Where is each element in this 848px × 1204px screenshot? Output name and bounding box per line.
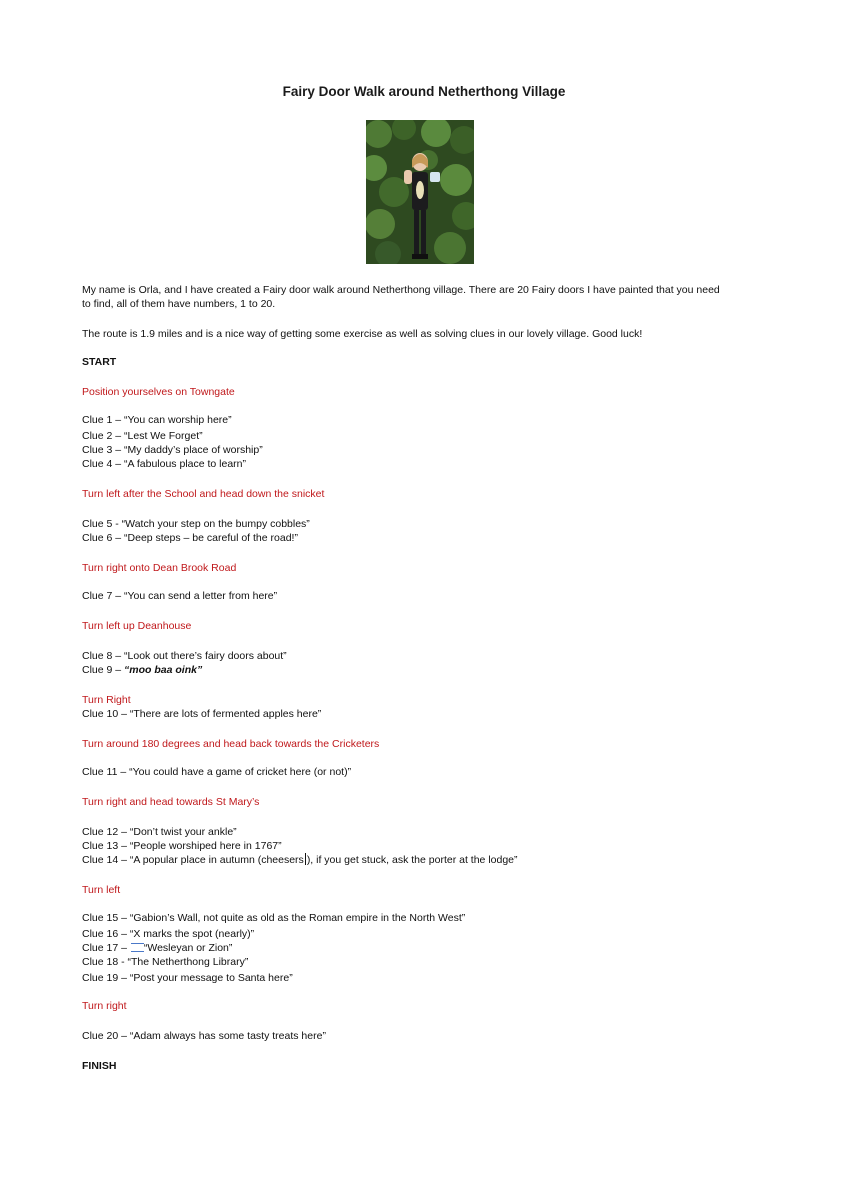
direction-8: Turn left [82,884,121,896]
clue-4: Clue 4 – “A fabulous place to learn” [82,458,247,470]
direction-4: Turn left up Deanhouse [82,620,192,632]
direction-5: Turn Right [82,694,131,706]
direction-9: Turn right [82,1000,127,1012]
clue-10: Clue 10 – “There are lots of fermented apples here” [82,708,322,720]
direction-3: Turn right onto Dean Brook Road [82,562,237,574]
clue-1: Clue 1 – “You can worship here” [82,414,232,426]
clue-13: Clue 13 – “People worshiped here in 1767” [82,840,282,852]
text-cursor [305,853,306,865]
clue-20: Clue 20 – “Adam always has some tasty treats here” [82,1030,326,1042]
start-label: START [82,356,117,368]
direction-1: Position yourselves on Towngate [82,386,235,398]
clue-18: Clue 18 - “The Netherthong Library” [82,956,249,968]
clue-5: Clue 5 - “Watch your step on the bumpy cobbles” [82,518,310,530]
direction-2: Turn left after the School and head down the snicket [82,488,325,500]
clue-2: Clue 2 – “Lest We Forget” [82,430,203,442]
clue-9: Clue 9 – “moo baa oink” [82,664,203,676]
clue-11: Clue 11 – “You could have a game of cricket here (or not)” [82,766,352,778]
clue-7: Clue 7 – “You can send a letter from here” [82,590,278,602]
clue-19: Clue 19 – “Post your message to Santa here” [82,972,293,984]
clue-12: Clue 12 – “Don’t twist your ankle” [82,826,237,838]
clue-15: Clue 15 – “Gabion’s Wall, not quite as old as the Roman empire in the North West” [82,912,466,924]
intro-paragraph: My name is Orla, and I have created a Fairy door walk around Netherthong village. There are 20 Fairy doors I have painted that you need to find, all of them have numbers, 1 to 20. [82,284,720,310]
double-underline-icon [131,943,144,952]
girl-photo [366,120,474,264]
clue-17: Clue 17 – “Wesleyan or Zion” [82,942,233,954]
clue-14: Clue 14 – “A popular place in autumn (cheesers ), if you get stuck, ask the porter at the lodge” [82,854,518,866]
clue-6: Clue 6 – “Deep steps – be careful of the road!” [82,532,298,544]
clue-3: Clue 3 – “My daddy’s place of worship” [82,444,263,456]
finish-label: FINISH [82,1060,117,1072]
route-info: The route is 1.9 miles and is a nice way of getting some exercise as well as solving clues in our lovely village. Good luck! [82,328,643,340]
direction-7: Turn right and head towards St Mary’s [82,796,260,808]
clue-16: Clue 16 – “X marks the spot (nearly)” [82,928,255,940]
page-title: Fairy Door Walk around Netherthong Village [282,84,566,99]
clue-8: Clue 8 – “Look out there’s fairy doors about” [82,650,287,662]
direction-6: Turn around 180 degrees and head back towards the Cricketers [82,738,380,750]
